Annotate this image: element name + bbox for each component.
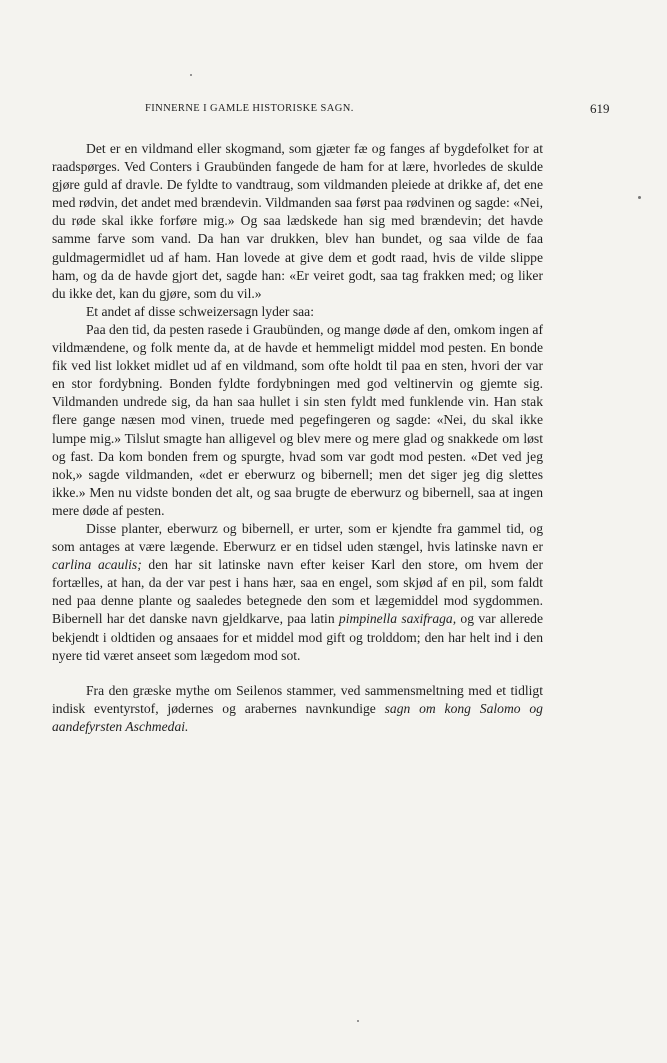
body-text [52,140,543,736]
italic-run: sagn om kong Salomo og aandefyrsten Aschmedai. [52,700,543,734]
italic-run: pimpinella saxifraga, [338,611,457,627]
italic-run: carlina acaulis; [52,557,142,573]
text-run: den har sit latinske navn efter keiser Karl den store, om hvem der fortælles, at han, da der var pest i hans hær, saa en engel, som skjød af en pil, som faldt ned paa denne plante og saaledes betegnede den som et lægemiddel mod sygdommen. Bibernell har det danske navn gjeldkarve, paa latin [52,557,543,627]
paper-speck [190,74,192,76]
text-run: Paa den tid, da pesten rasede i Graubünden, og mange døde af den, omkom ingen af vildmændene, og folk mente da, at de havde et hemmeligt middel mod pesten. En bonde fik ved list lokket midlet ud af en vildmand, som ofte holdt til paa en sten, hvori der var en stor fordybning. Bonden fyldte fordybningen med god veltinervin og gjemte sig. Vildmanden undrede sig, da han saa hullet i sin sten fyldt med funklende vin. Han stak flere gange næsen mod vinen, truede med pegefingeren og sagde: «Nei, du skal ikke lumpe mig.» Tilslut smagte han alligevel og blev mere og mere glad og snakkede om løst og fast. Da kom bonden frem og spurgte, hvad som var godt mod pesten. «Det ved jeg nok,» sagde vildmanden, «det er eberwurz og bibernell; men det siger jeg dig slettes ikke.» Men nu vidste bonden det alt, og saa brugte de eberwurz og bibernell, saa at ingen mere døde af pesten. [52,321,543,518]
paper-speck [357,1020,359,1022]
paragraph [52,140,543,303]
paragraph [52,321,543,520]
text-run: Det er en vildmand eller skogmand, som gjæter fæ og fanges af bygdefolket for at raadspørges. Ved Conters i Graubünden fangede de ham for at lære, hvorledes de skulde gjøre guld af dravle. De fyldte to vandtraug, som vildmanden pleiede at drikke af, det ene med rødvin, det andet med brændevin. Vildmanden saa først paa rødvinen og sagde: «Nei, du røde skal ikke forføre mig.» Og saa lædskede han sig med brændevin; det havde samme farve som vand. Da han var drukken, blev han bundet, og saa vilde de faa guldmagermidlet ud af ham. Han lovede at give dem et godt raad, hvis de vilde slippe ham, og da de havde gjort det, sagde han: «Er veiret godt, saa tag frakken med; og liker du ikke det, kan du gjøre, som du vil.» [52,141,543,301]
text-run: Et andet af disse schweizersagn lyder saa: [86,303,314,319]
paragraph [52,303,543,321]
running-title: FINNERNE I GAMLE HISTORISKE SAGN. [145,103,354,114]
paragraph [52,682,543,736]
text-run: Disse planter, eberwurz og bibernell, er urter, som er kjendte fra gammel tid, og som antages at være lægende. Eberwurz er en tidsel uden stængel, hvis latinske navn er [52,520,543,555]
page-number: 619 [590,101,610,116]
paragraph [52,520,543,665]
text-run: Fra den græske mythe om Seilenos stammer, ved sammensmeltning med et tidligt indisk eventyrstof, jødernes og arabernes navnkundige [52,682,543,716]
paper-speck [638,196,641,199]
text-run: og var allerede bekjendt i oldtiden og ansaaes for et middel mod gift og trolddom; den har helt ind i den nyere tid været anseet som lægedom mod sot. [52,611,543,663]
